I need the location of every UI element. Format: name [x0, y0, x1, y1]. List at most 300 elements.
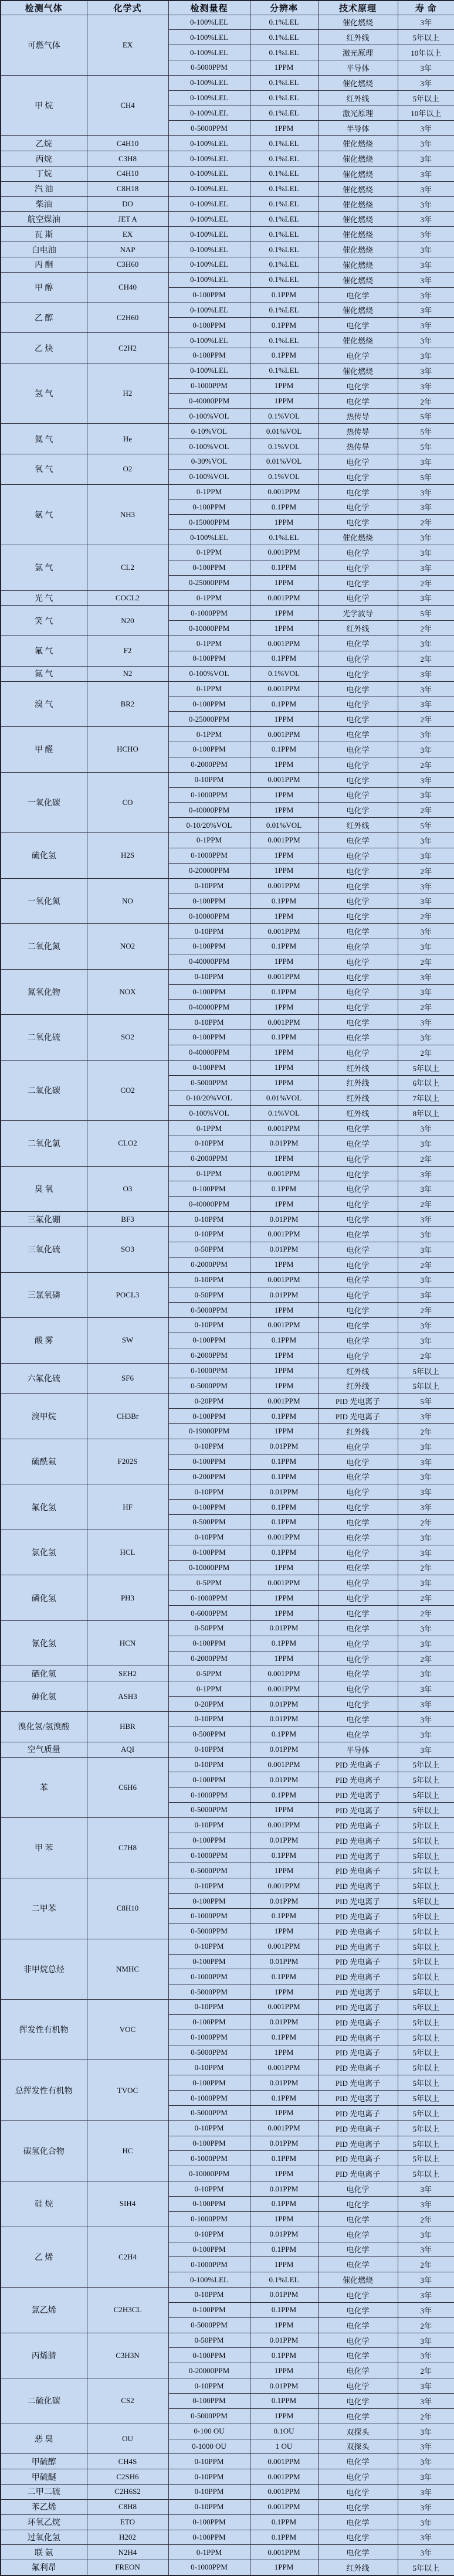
- resolution-cell: 1PPM: [250, 2211, 318, 2227]
- principle-cell: 半导体: [318, 121, 398, 136]
- principle-cell: PID 光电离子: [318, 2000, 398, 2015]
- resolution-cell: 0.1%LEL: [250, 166, 318, 181]
- principle-cell: 催化燃烧: [318, 151, 398, 166]
- resolution-cell: 1PPM: [250, 515, 318, 530]
- table-row: [1, 2333, 454, 2348]
- range-cell: 0-1000 OU: [168, 2439, 250, 2454]
- range-cell: 0-1PPM: [168, 833, 250, 848]
- resolution-cell: 1PPM: [250, 393, 318, 409]
- principle-cell: 电化学: [318, 712, 398, 727]
- lifespan-cell: 2年: [398, 1348, 454, 1363]
- lifespan-cell: 7年以上: [398, 1090, 454, 1106]
- principle-cell: 红外线: [318, 90, 398, 106]
- lifespan-cell: 3年: [398, 984, 454, 1000]
- resolution-cell: 1PPM: [250, 2166, 318, 2181]
- range-cell: 0-100%LEL: [168, 2272, 250, 2288]
- range-cell: 0-100%LEL: [168, 30, 250, 45]
- formula-cell: C2H60: [87, 303, 168, 333]
- table-row: [1, 1817, 454, 1833]
- resolution-cell: 0.001PPM: [250, 1757, 318, 1772]
- principle-cell: 激光原理: [318, 45, 398, 60]
- range-cell: 0-10PPM: [168, 2288, 250, 2303]
- range-cell: 0-100PPM: [168, 1060, 250, 1075]
- lifespan-cell: 2年: [398, 1303, 454, 1318]
- resolution-cell: 0.01PPM: [250, 1712, 318, 1727]
- principle-cell: 电化学: [318, 2378, 398, 2394]
- range-cell: 0-100 OU: [168, 2424, 250, 2439]
- range-cell: 0-10PPM: [168, 878, 250, 893]
- range-cell: 0-1PPM: [168, 2545, 250, 2560]
- formula-cell: OU: [87, 2424, 168, 2454]
- resolution-cell: 0.01%VOL: [250, 1090, 318, 1106]
- range-cell: 0-100PPM: [168, 1454, 250, 1469]
- principle-cell: 电化学: [318, 2302, 398, 2317]
- table-row: [1, 2424, 454, 2439]
- resolution-cell: 0.1PPM: [250, 651, 318, 666]
- resolution-cell: 0.1%LEL: [250, 272, 318, 287]
- principle-cell: PID 光电离子: [318, 1848, 398, 1863]
- lifespan-cell: 3年: [398, 1500, 454, 1515]
- range-cell: 0-500PPM: [168, 1727, 250, 1742]
- principle-cell: 催化燃烧: [318, 272, 398, 287]
- table-row: [1, 1363, 454, 1378]
- lifespan-cell: 3年: [398, 924, 454, 939]
- range-cell: 0-1000PPM: [168, 606, 250, 621]
- resolution-cell: 1PPM: [250, 1863, 318, 1878]
- gas-name-cell: 联 氨: [1, 2545, 87, 2560]
- formula-cell: O2: [87, 454, 168, 484]
- resolution-cell: 0.1PPM: [250, 287, 318, 303]
- resolution-cell: 1PPM: [250, 1303, 318, 1318]
- range-cell: 0-6000PPM: [168, 1606, 250, 1621]
- resolution-cell: 0.1PPM: [250, 348, 318, 363]
- resolution-cell: 0.1PPM: [250, 1030, 318, 1045]
- formula-cell: HCHO: [87, 727, 168, 773]
- resolution-cell: 0.01PPM: [250, 2136, 318, 2151]
- resolution-cell: 0.1%LEL: [250, 45, 318, 60]
- lifespan-cell: 2年: [398, 863, 454, 878]
- resolution-cell: 0.1%LEL: [250, 212, 318, 227]
- gas-name-cell: 苯: [1, 1757, 87, 1817]
- principle-cell: 双探头: [318, 2424, 398, 2439]
- lifespan-cell: 3年: [398, 227, 454, 242]
- range-cell: 0-100%VOL: [168, 666, 250, 681]
- resolution-cell: 1PPM: [250, 1803, 318, 1818]
- formula-cell: C7H8: [87, 1817, 168, 1878]
- resolution-cell: 0.001PPM: [250, 636, 318, 651]
- resolution-cell: 1PPM: [250, 1560, 318, 1575]
- gas-name-cell: 可燃气体: [1, 15, 87, 75]
- lifespan-cell: 5年以上: [398, 2560, 454, 2575]
- principle-cell: 电化学: [318, 1333, 398, 1348]
- range-cell: 0-1000PPM: [168, 378, 250, 393]
- range-cell: 0-30%VOL: [168, 454, 250, 469]
- resolution-cell: 1PPM: [250, 1000, 318, 1015]
- resolution-cell: 0.001PPM: [250, 681, 318, 696]
- resolution-cell: 0.1PPM: [250, 1848, 318, 1863]
- range-cell: 0-19000PPM: [168, 1423, 250, 1439]
- lifespan-cell: 5年以上: [398, 2120, 454, 2136]
- range-cell: 0-100%LEL: [168, 106, 250, 121]
- lifespan-cell: 5年以上: [398, 2136, 454, 2151]
- lifespan-cell: 5年: [398, 409, 454, 424]
- lifespan-cell: 3年: [398, 969, 454, 984]
- table-row: [1, 727, 454, 742]
- resolution-cell: 1PPM: [250, 1197, 318, 1212]
- table-row: [1, 2499, 454, 2514]
- principle-cell: 电化学: [318, 1454, 398, 1469]
- principle-cell: 催化燃烧: [318, 227, 398, 242]
- range-cell: 0-1000PPM: [168, 848, 250, 863]
- range-cell: 0-10PPM: [168, 2181, 250, 2197]
- range-cell: 0-100%VOL: [168, 1106, 250, 1121]
- range-cell: 0-40000PPM: [168, 1000, 250, 1015]
- lifespan-cell: 3年: [398, 499, 454, 515]
- range-cell: 0-5000PPM: [168, 1075, 250, 1090]
- gas-name-cell: 溴甲烷: [1, 1394, 87, 1439]
- formula-cell: AQI: [87, 1742, 168, 1757]
- lifespan-cell: 3年: [398, 878, 454, 893]
- gas-name-cell: 甲 苯: [1, 1817, 87, 1878]
- table-row: [1, 484, 454, 499]
- principle-cell: 催化燃烧: [318, 75, 398, 90]
- resolution-cell: 1PPM: [250, 1257, 318, 1272]
- resolution-cell: 0.001PPM: [250, 590, 318, 606]
- table-row: [1, 2181, 454, 2197]
- resolution-cell: 0.001PPM: [250, 969, 318, 984]
- resolution-cell: 1PPM: [250, 757, 318, 772]
- resolution-cell: 0.1PPM: [250, 2393, 318, 2408]
- gas-name-cell: 乙 炔: [1, 333, 87, 363]
- principle-cell: 电化学: [318, 2348, 398, 2363]
- resolution-cell: 0.001PPM: [250, 1394, 318, 1409]
- principle-cell: PID 光电离子: [318, 2045, 398, 2060]
- lifespan-cell: 2年: [398, 2211, 454, 2227]
- table-row: [1, 1272, 454, 1287]
- lifespan-cell: 2年: [398, 2363, 454, 2378]
- lifespan-cell: 3年: [398, 1136, 454, 1151]
- range-cell: 0-1PPM: [168, 1121, 250, 1136]
- resolution-cell: 1PPM: [250, 787, 318, 803]
- principle-cell: PID 光电离子: [318, 1908, 398, 1923]
- formula-cell: C2H3CL: [87, 2288, 168, 2333]
- lifespan-cell: 2年: [398, 1045, 454, 1060]
- table-row: [1, 2000, 454, 2015]
- formula-cell: CL2: [87, 545, 168, 591]
- lifespan-cell: 3年: [398, 378, 454, 393]
- table-row: [1, 257, 454, 273]
- range-cell: 0-10PPM: [168, 1939, 250, 1954]
- gas-name-cell: 甲硫醚: [1, 2469, 87, 2485]
- range-cell: 0-100PPM: [168, 1833, 250, 1848]
- principle-cell: 电化学: [318, 727, 398, 742]
- principle-cell: 电化学: [318, 2363, 398, 2378]
- formula-cell: He: [87, 424, 168, 454]
- range-cell: 0-40000PPM: [168, 1045, 250, 1060]
- principle-cell: 电化学: [318, 1015, 398, 1030]
- range-cell: 0-100PPM: [168, 1772, 250, 1787]
- table-row: [1, 1015, 454, 1030]
- lifespan-cell: 5年以上: [398, 1817, 454, 1833]
- principle-cell: 电化学: [318, 969, 398, 984]
- column-header: 技术原理: [318, 1, 398, 15]
- resolution-cell: 1PPM: [250, 954, 318, 969]
- resolution-cell: 0.001PPM: [250, 1166, 318, 1181]
- table-row: [1, 333, 454, 348]
- formula-cell: N2H4: [87, 2545, 168, 2560]
- lifespan-cell: 3年: [398, 1712, 454, 1727]
- lifespan-cell: 3年: [398, 2272, 454, 2288]
- resolution-cell: 1PPM: [250, 1606, 318, 1621]
- lifespan-cell: 3年: [398, 1469, 454, 1484]
- lifespan-cell: 3年: [398, 2454, 454, 2469]
- lifespan-cell: 3年: [398, 1454, 454, 1469]
- range-cell: 0-10%VOL: [168, 424, 250, 439]
- gas-name-cell: 航空煤油: [1, 212, 87, 227]
- resolution-cell: 0.1PPM: [250, 1409, 318, 1424]
- gas-name-cell: 苯乙烯: [1, 2499, 87, 2514]
- range-cell: 0-100%LEL: [168, 151, 250, 166]
- lifespan-cell: 2年: [398, 757, 454, 772]
- lifespan-cell: 5年以上: [398, 2075, 454, 2091]
- principle-cell: 激光原理: [318, 106, 398, 121]
- lifespan-cell: 3年: [398, 1227, 454, 1242]
- lifespan-cell: 3年: [398, 772, 454, 787]
- range-cell: 0-1PPM: [168, 545, 250, 560]
- resolution-cell: 1PPM: [250, 621, 318, 636]
- formula-cell: PH3: [87, 1575, 168, 1621]
- range-cell: 0-100PPM: [168, 893, 250, 909]
- lifespan-cell: 6年以上: [398, 1075, 454, 1090]
- resolution-cell: 1PPM: [250, 1363, 318, 1378]
- resolution-cell: 0.001PPM: [250, 833, 318, 848]
- principle-cell: 电化学: [318, 2393, 398, 2408]
- gas-name-cell: 氢 气: [1, 363, 87, 423]
- range-cell: 0-2000PPM: [168, 757, 250, 772]
- lifespan-cell: 3年: [398, 1030, 454, 1045]
- principle-cell: 电化学: [318, 1287, 398, 1303]
- formula-cell: N20: [87, 606, 168, 636]
- formula-cell: C3H8: [87, 151, 168, 166]
- gas-name-cell: 总挥发性有机物: [1, 2060, 87, 2120]
- gas-name-cell: 氯化氢: [1, 1530, 87, 1575]
- lifespan-cell: 3年: [398, 848, 454, 863]
- lifespan-cell: 3年: [398, 363, 454, 378]
- range-cell: 0-10PPM: [168, 1742, 250, 1757]
- range-cell: 0-100%LEL: [168, 242, 250, 257]
- lifespan-cell: 5年以上: [398, 1863, 454, 1878]
- range-cell: 0-100PPM: [168, 2302, 250, 2317]
- table-row: [1, 2545, 454, 2560]
- principle-cell: PID 光电离子: [318, 1757, 398, 1772]
- range-cell: 0-100PPM: [168, 1409, 250, 1424]
- principle-cell: 电化学: [318, 1591, 398, 1606]
- resolution-cell: 1PPM: [250, 60, 318, 76]
- range-cell: 0-20PPM: [168, 1697, 250, 1712]
- formula-cell: NO2: [87, 924, 168, 970]
- range-cell: 0-100PPM: [168, 1894, 250, 1909]
- formula-cell: C2H6S2: [87, 2485, 168, 2500]
- range-cell: 0-100PPM: [168, 1333, 250, 1348]
- range-cell: 0-20PPM: [168, 1394, 250, 1409]
- lifespan-cell: 5年以上: [398, 2105, 454, 2120]
- table-row: [1, 878, 454, 893]
- principle-cell: 电化学: [318, 1166, 398, 1181]
- gas-name-cell: 非甲烷总烃: [1, 1939, 87, 1999]
- formula-cell: NAP: [87, 242, 168, 257]
- lifespan-cell: 2年: [398, 2257, 454, 2272]
- table-row: [1, 1484, 454, 1500]
- lifespan-cell: 5年以上: [398, 90, 454, 106]
- resolution-cell: 0.001PPM: [250, 1015, 318, 1030]
- lifespan-cell: 2年: [398, 954, 454, 969]
- resolution-cell: 0.1PPM: [250, 2030, 318, 2045]
- resolution-cell: 0.1OU: [250, 2424, 318, 2439]
- lifespan-cell: 3年: [398, 2424, 454, 2439]
- principle-cell: 电化学: [318, 469, 398, 484]
- principle-cell: 电化学: [318, 1620, 398, 1636]
- lifespan-cell: 3年: [398, 212, 454, 227]
- range-cell: 0-1PPM: [168, 484, 250, 499]
- principle-cell: 电化学: [318, 636, 398, 651]
- resolution-cell: 0.01PPM: [250, 1287, 318, 1303]
- lifespan-cell: 3年: [398, 1212, 454, 1227]
- principle-cell: PID 光电离子: [318, 1969, 398, 1984]
- table-row: [1, 545, 454, 560]
- range-cell: 0-100PPM: [168, 984, 250, 1000]
- table-row: [1, 666, 454, 681]
- lifespan-cell: 3年: [398, 545, 454, 560]
- lifespan-cell: 3年: [398, 530, 454, 545]
- range-cell: 0-10PPM: [168, 1318, 250, 1333]
- lifespan-cell: 5年: [398, 439, 454, 454]
- gas-name-cell: 氨 气: [1, 484, 87, 545]
- resolution-cell: 0.01PPM: [250, 1212, 318, 1227]
- formula-cell: NO: [87, 878, 168, 924]
- principle-cell: 电化学: [318, 318, 398, 333]
- gas-name-cell: 硅 烷: [1, 2181, 87, 2227]
- gas-name-cell: 氧 气: [1, 454, 87, 484]
- resolution-cell: 1PPM: [250, 2257, 318, 2272]
- range-cell: 0-10PPM: [168, 1439, 250, 1454]
- range-cell: 0-10PPM: [168, 2120, 250, 2136]
- principle-cell: 电化学: [318, 1500, 398, 1515]
- principle-cell: 红外线: [318, 1363, 398, 1378]
- gas-name-cell: 瓦 斯: [1, 227, 87, 242]
- principle-cell: 电化学: [318, 1681, 398, 1697]
- range-cell: 0-5000PPM: [168, 1803, 250, 1818]
- lifespan-cell: 3年: [398, 1545, 454, 1560]
- resolution-cell: 0.001PPM: [250, 1530, 318, 1545]
- range-cell: 0-10/20%VOL: [168, 818, 250, 833]
- principle-cell: 电化学: [318, 1197, 398, 1212]
- range-cell: 0-10PPM: [168, 1530, 250, 1545]
- principle-cell: 电化学: [318, 1666, 398, 1681]
- principle-cell: 催化燃烧: [318, 363, 398, 378]
- lifespan-cell: 3年: [398, 1181, 454, 1197]
- principle-cell: 电化学: [318, 2333, 398, 2348]
- range-cell: 0-40000PPM: [168, 1197, 250, 1212]
- principle-cell: 红外线: [318, 818, 398, 833]
- resolution-cell: 0.001PPM: [250, 2060, 318, 2075]
- lifespan-cell: 3年: [398, 2439, 454, 2454]
- range-cell: 0-5PPM: [168, 1666, 250, 1681]
- lifespan-cell: 2年: [398, 651, 454, 666]
- resolution-cell: 0.1%LEL: [250, 75, 318, 90]
- lifespan-cell: 3年: [398, 727, 454, 742]
- principle-cell: 双探头: [318, 2439, 398, 2454]
- table-row: [1, 2514, 454, 2530]
- principle-cell: PID 光电离子: [318, 1863, 398, 1878]
- column-header: 检测量程: [168, 1, 250, 15]
- range-cell: 0-1PPM: [168, 590, 250, 606]
- lifespan-cell: 3年: [398, 2469, 454, 2485]
- range-cell: 0-100%LEL: [168, 166, 250, 181]
- lifespan-cell: 5年以上: [398, 1939, 454, 1954]
- lifespan-cell: 3年: [398, 696, 454, 712]
- lifespan-cell: 2年: [398, 1000, 454, 1015]
- principle-cell: PID 光电离子: [318, 1394, 398, 1409]
- table-row: [1, 303, 454, 318]
- principle-cell: 半导体: [318, 60, 398, 76]
- resolution-cell: 0.1%VOL: [250, 439, 318, 454]
- gas-name-cell: 丙烯腈: [1, 2333, 87, 2378]
- lifespan-cell: 3年: [398, 1121, 454, 1136]
- resolution-cell: 0.001PPM: [250, 484, 318, 499]
- resolution-cell: 0.1%LEL: [250, 106, 318, 121]
- principle-cell: 红外线: [318, 2560, 398, 2575]
- lifespan-cell: 3年: [398, 348, 454, 363]
- principle-cell: 红外线: [318, 621, 398, 636]
- resolution-cell: 0.1%LEL: [250, 181, 318, 196]
- resolution-cell: 1PPM: [250, 2560, 318, 2575]
- lifespan-cell: 5年以上: [398, 2014, 454, 2030]
- lifespan-cell: 3年: [398, 2530, 454, 2545]
- principle-cell: 电化学: [318, 1651, 398, 1666]
- range-cell: 0-5000PPM: [168, 2045, 250, 2060]
- lifespan-cell: 2年: [398, 2317, 454, 2333]
- gas-name-cell: 丁烷: [1, 166, 87, 181]
- range-cell: 0-100%VOL: [168, 469, 250, 484]
- principle-cell: 电化学: [318, 2485, 398, 2500]
- lifespan-cell: 3年: [398, 1439, 454, 1454]
- resolution-cell: 0.01PPM: [250, 1620, 318, 1636]
- resolution-cell: 0.01PPM: [250, 1439, 318, 1454]
- principle-cell: 催化燃烧: [318, 136, 398, 151]
- resolution-cell: 0.001PPM: [250, 1272, 318, 1287]
- lifespan-cell: 3年: [398, 2545, 454, 2560]
- resolution-cell: 0.01PPM: [250, 2227, 318, 2242]
- gas-name-cell: 甲硫醇: [1, 2454, 87, 2469]
- lifespan-cell: 5年以上: [398, 30, 454, 45]
- principle-cell: 电化学: [318, 1606, 398, 1621]
- gas-name-cell: 碳氢化合物: [1, 2120, 87, 2181]
- principle-cell: PID 光电离子: [318, 2136, 398, 2151]
- resolution-cell: 0.1PPM: [250, 1333, 318, 1348]
- lifespan-cell: 5年以上: [398, 1378, 454, 1394]
- principle-cell: 电化学: [318, 2499, 398, 2514]
- principle-cell: 催化燃烧: [318, 2272, 398, 2288]
- lifespan-cell: 3年: [398, 939, 454, 954]
- range-cell: 0-100PPM: [168, 1636, 250, 1651]
- formula-cell: H2: [87, 363, 168, 423]
- range-cell: 0-100PPM: [168, 742, 250, 757]
- lifespan-cell: 5年以上: [398, 1803, 454, 1818]
- resolution-cell: 0.01PPM: [250, 2288, 318, 2303]
- formula-cell: H2S: [87, 833, 168, 879]
- range-cell: 0-100PPM: [168, 2530, 250, 2545]
- lifespan-cell: 8年以上: [398, 1106, 454, 1121]
